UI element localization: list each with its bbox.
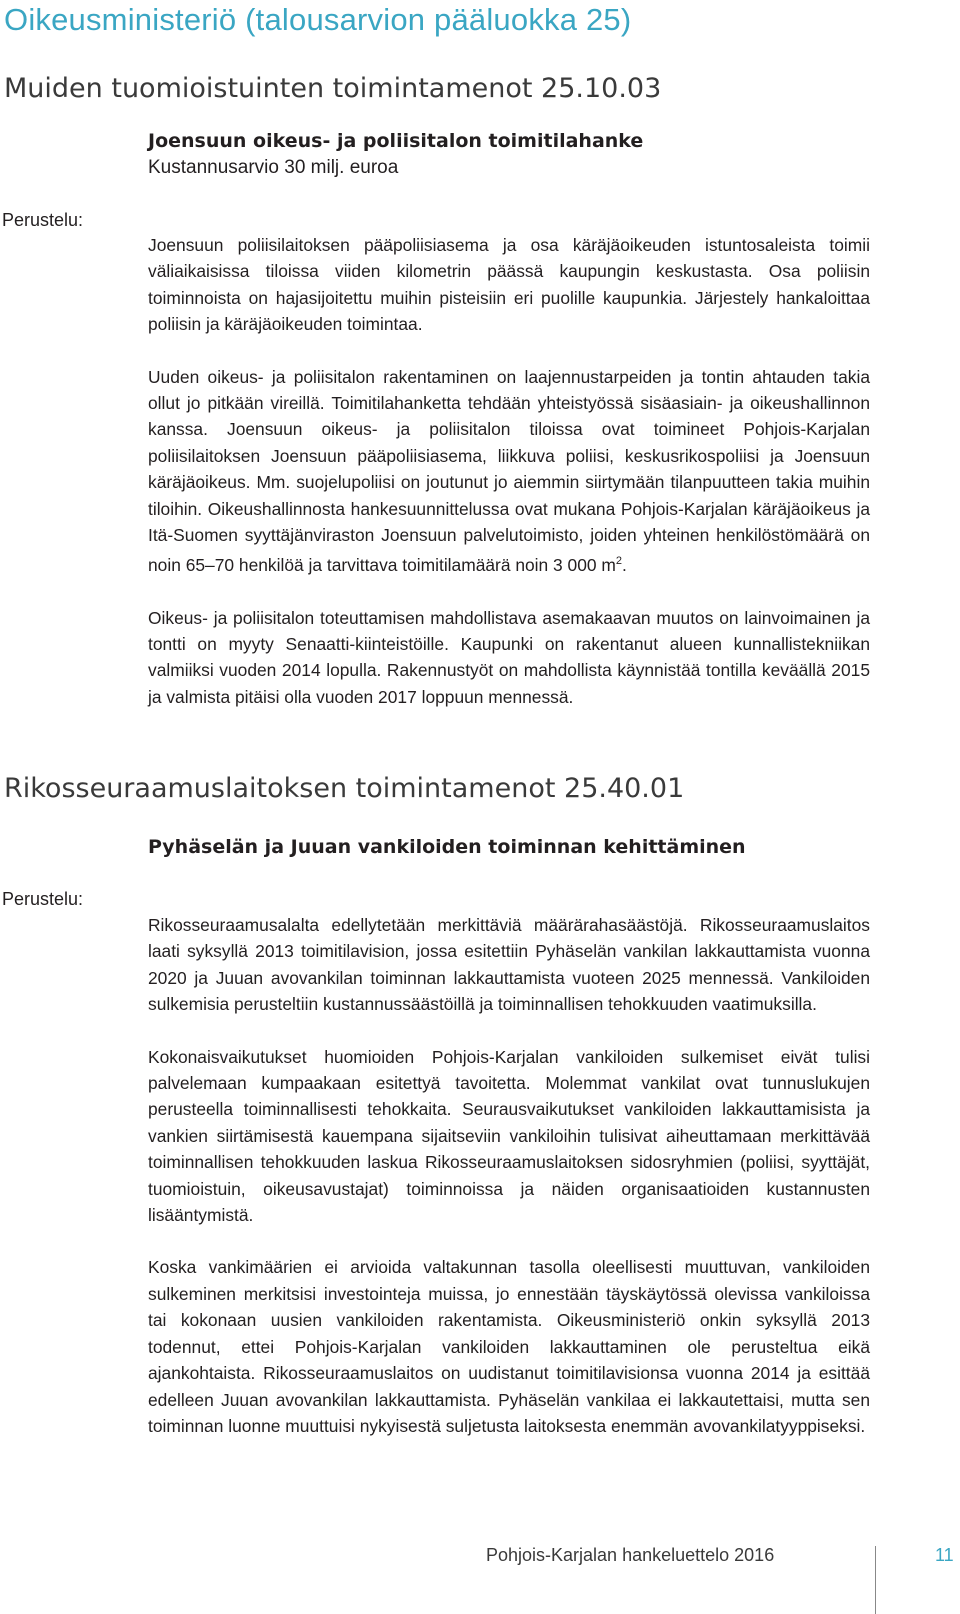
cost-estimate: Kustannusarvio 30 milj. euroa xyxy=(148,157,399,178)
unit-superscript: 2 xyxy=(615,555,623,568)
section-title-prison-operating-costs: Rikosseuraamuslaitoksen toimintamenot 25.40.01 xyxy=(4,773,685,804)
page-title: Oikeusministeriö (talousarvion pääluokka 25) xyxy=(4,2,632,37)
section2-body xyxy=(148,912,870,1439)
project-title-joensuu-courthouse: Joensuun oikeus- ja poliisitalon toimitilahanke xyxy=(148,130,644,152)
project-title-prisons: Pyhäselän ja Juuan vankiloiden toiminnan kehittäminen xyxy=(148,836,746,858)
rationale-label: Perustelu: xyxy=(2,889,84,909)
section-title-court-operating-costs: Muiden tuomioistuinten toimintamenot 25.10.03 xyxy=(4,73,662,104)
section1-body xyxy=(148,232,870,710)
page-number: 11 xyxy=(935,1545,954,1565)
paragraph: Koska vankimäärien ei arvioida valtakunnan tasolla oleellisesti muuttuvan, vankiloiden sulkeminen merkitsisi investointeja muissa, jo ennestään täyskäytössä olevissa vankiloissa tai kokonaan uusien vankiloiden rakentamista. Oikeusministeriö onkin syksyllä 2013 todennut, ettei Pohjois-Karjalan vankiloiden lakkauttaminen ole perusteltua eikä ajankohtaista. Rikosseuraamuslaitos on uudistanut toimitilavisionsa vuonna 2014 ja esittää edelleen Juuan avovankilan lakkauttamista. Pyhäselän vankilaa ei lakkautettaisi, mutta sen toiminnan luonne muuttuisi nykyisestä suljetusta laitoksesta enemmän avovankilatyyppiseksi. xyxy=(148,1257,870,1436)
paragraph xyxy=(148,364,870,579)
paragraph: Oikeus- ja poliisitalon toteuttamisen mahdollistava asemakaavan muutos on lainvoimainen ja tontti on myyty Senaatti-kiinteistöille. Kaupunki on rakentanut alueen kunnallistekniikan valmiiksi vuoden 2014 lopulla. Rakennustyöt on mahdollista käynnistää tontilla keväällä 2015 ja valmista pitäisi olla vuoden 2017 loppuun mennessä. xyxy=(148,607,870,707)
paragraph: Rikosseuraamusalalta edellytetään merkittäviä määrärahasäästöjä. Rikosseuraamuslaitos laati syksyllä 2013 toimitilavision, jossa esitettiin Pyhäselän vankilan lakkauttamista vuonna 2020 ja Juuan avovankilan toiminnan lakkauttamista vuoteen 2025 mennessä. Vankiloiden sulkemisia perusteltiin kustannussäästöillä ja toiminnallisen tehokkuuden vaatimuksilla. xyxy=(148,915,870,1015)
paragraph: Kokonaisvaikutukset huomioiden Pohjois-Karjalan vankiloiden sulkemiset eivät tulisi palvelemaan kumpaakaan esitettyä tavoitetta. Molemmat vankilat ovat tunnuslukujen perusteella toiminnallisesti tehokkaita. Seurausvaikutukset vankiloiden lakkauttamisista ja vankien siirtämisestä kauempana sijaitseviin vankiloihin tulisivat aiheuttamaan merkittävää toiminnallisen tehokkuuden laskua Rikosseuraamuslaitoksen sidosryhmien (poliisi, syyttäjät, tuomioistuin, oikeusavustajat) toiminnoissa ja näiden organisaatioiden kustannusten lisääntymistä. xyxy=(148,1046,870,1226)
paragraph-tail: . xyxy=(622,555,627,576)
footer-divider xyxy=(875,1546,876,1614)
footer-publication: Pohjois-Karjalan hankeluettelo 2016 xyxy=(486,1545,775,1565)
paragraph-text: Uuden oikeus- ja poliisitalon rakentaminen on laajennustarpeiden ja tontin ahtauden takia ollut jo pitkään vireillä. Toimitilahanketta tehdään yhteistyössä sisäasiain- ja oikeushallinnon kanssa. Joensuun oikeus- ja poliisitalon tiloissa ovat toimineet Pohjois-Karjalan poliisilaitoksen Joensuun pääpoliisiasema, liikkuva poliisi, keskusrikospoliisi ja Joensuun käräjäoikeus. Mm. suojelupoliisi on joutunut jo aiemmin siirtymään tilanpuutteen takia muihin tiloihin. Oikeushallinnosta hankesuunnittelussa ovat mukana Pohjois-Karjalan käräjäoikeus ja Itä-Suomen syyttäjänviraston Joensuun palvelutoimisto, joiden yhteinen henkilöstömäärä on noin 65–70 henkilöä ja tarvittava toimitilamäärä noin 3 000 m xyxy=(148,366,870,576)
paragraph: Joensuun poliisilaitoksen pääpoliisiasema ja osa käräjäoikeuden istuntosaleista toimii väliaikaisissa tiloissa viiden kilometrin päässä kaupungin keskustasta. Osa poliisin toiminnoista on hajasijoitettu muihin pisteisiin eri puolille kaupunkia. Järjestely hankaloittaa poliisin ja käräjäoikeuden toimintaa. xyxy=(148,235,870,335)
rationale-label: Perustelu: xyxy=(2,210,84,230)
